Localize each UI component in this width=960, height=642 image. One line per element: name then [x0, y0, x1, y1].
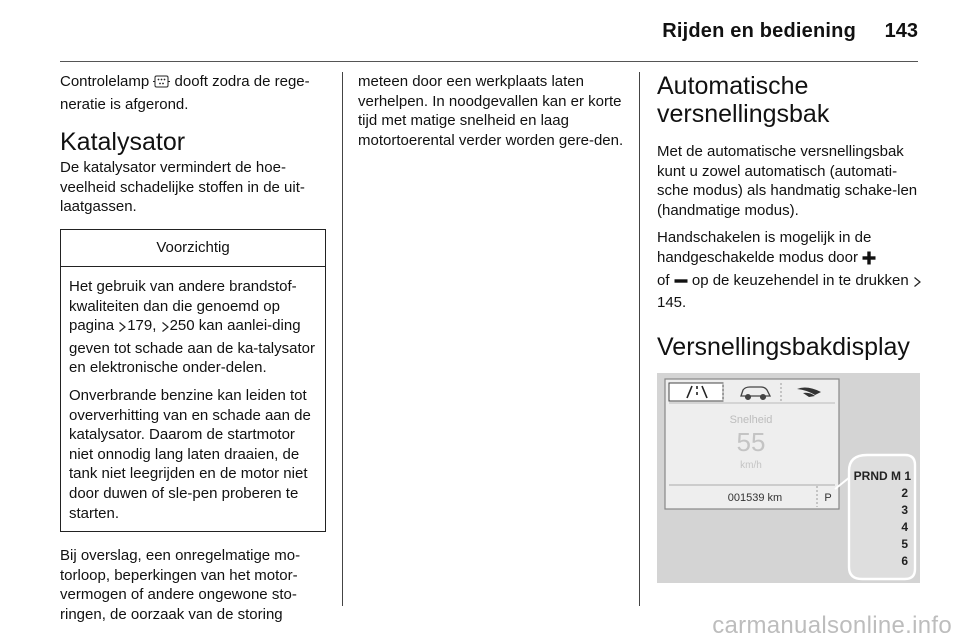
automatic-paragraph: Met de automatische versnellingsbak kunt u zowel automatisch (automati-sche modus) als handmatig schake-len (handmatige modus).	[657, 143, 918, 219]
heading-versnellingsbakdisplay: Versnellingsbakdisplay	[657, 332, 910, 361]
continuation-paragraph: meteen door een werkplaats laten verhelpen. In noodgevallen kan er korte tijd met matige snelheid en laag motortoerental verder worden gere-den.	[358, 73, 624, 149]
speed-value: 55	[736, 426, 766, 457]
header-title: Rijden en bediening	[662, 20, 856, 42]
speed-unit: km/h	[740, 459, 762, 471]
column-2	[358, 72, 624, 150]
reference-arrow-icon	[161, 319, 170, 339]
intro-paragraph: Controlelamp dooft zodra de rege-neratie is afgerond.	[60, 73, 310, 113]
column-1	[60, 72, 328, 624]
gear-indicator: P	[824, 491, 832, 504]
odometer-readout: 001539 km	[727, 491, 783, 504]
transmission-display-figure	[657, 373, 920, 583]
storing-paragraph: Bij overslag, een onregelmatige mo-torloop, beperkingen van het motor-vermogen of andere ongewone sto-ringen, de oorzaak van de storing	[60, 547, 301, 623]
page-header	[0, 0, 960, 60]
caution-title: Voorzichtig	[61, 230, 325, 267]
gear-3: 3	[901, 502, 908, 517]
caution-paragraph-1: Het gebruik van andere brandstof-kwaliteiten dan die genoemd op pagina 179, 250 kan aanlei-ding geven tot schade aan de ka-talysator en elektronische onder-delen.	[69, 277, 315, 377]
column-3	[657, 72, 922, 583]
gear-header: PRND M 1	[853, 468, 911, 483]
plus-sign-icon	[862, 251, 876, 271]
caution-paragraph-2: Onverbrande benzine kan leiden tot oververhitting van en schade aan de katalysator. Daarom de startmotor niet onnodig lang laten draaien, de tank niet leegrijden en de motor niet door duwen of sle-pen proberen te starten.	[69, 386, 311, 522]
minus-sign-icon	[674, 274, 688, 294]
gear-6: 6	[901, 553, 908, 568]
particle-filter-warning-icon	[153, 74, 170, 95]
header-rule	[60, 61, 918, 62]
display-tab-road	[669, 383, 723, 401]
reference-arrow-icon	[118, 319, 127, 339]
caution-box	[60, 229, 326, 532]
gear-5: 5	[901, 536, 908, 551]
watermark: carmanualsonline.info	[712, 612, 952, 639]
transmission-display-illustration	[657, 373, 920, 583]
column-divider-2	[639, 72, 640, 606]
column-divider-1	[342, 72, 343, 606]
heading-katalysator: Katalysator	[60, 128, 186, 157]
gear-2: 2	[901, 485, 908, 500]
gear-4: 4	[901, 519, 908, 534]
reference-arrow-icon	[913, 274, 922, 294]
speed-label: Snelheid	[729, 413, 773, 426]
page-number: 143	[884, 20, 918, 42]
heading-automatische-versnellingsbak: Automatische versnellingsbak	[657, 72, 830, 128]
manual-mode-paragraph: Handschakelen is mogelijk in de handgeschakelde modus door of op de keuzehendel in te drukken 145.	[657, 228, 922, 312]
katalysator-paragraph: De katalysator vermindert de hoe-veelheid schadelijke stoffen in de uit-laatgassen.	[60, 159, 305, 216]
